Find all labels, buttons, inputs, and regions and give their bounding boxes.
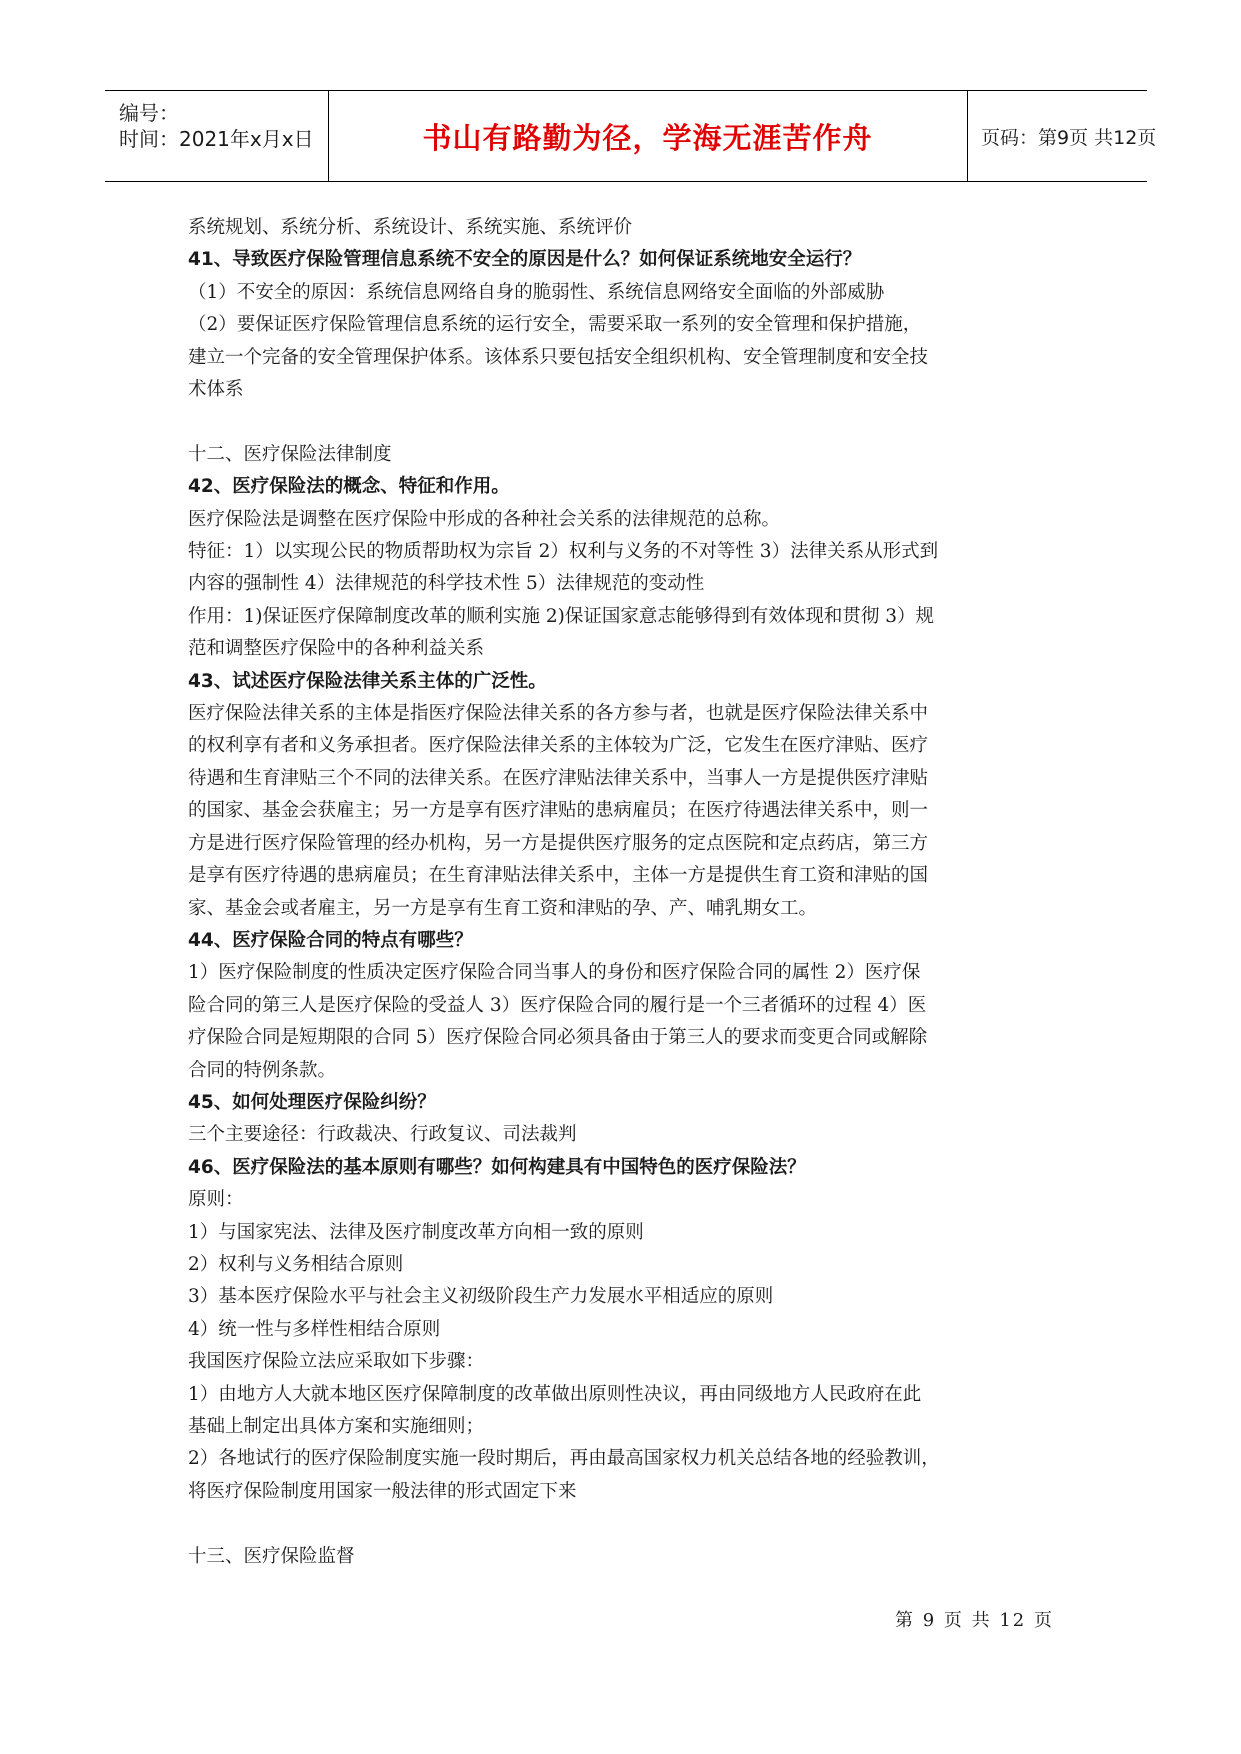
document-body xyxy=(188,212,1068,1573)
number-label: 编号： xyxy=(119,101,179,125)
paragraph-line: 范和调整医疗保险中的各种利益关系 xyxy=(188,638,485,660)
paragraph-line: 家、基金会或者雇主，另一方是享有生育工资和津贴的孕、产、哺乳期女工。 xyxy=(188,897,818,919)
paragraph-line: 1）由地方人大就本地区医疗保障制度的改革做出原则性决议，再由同级地方人民政府在此 xyxy=(188,1383,922,1405)
paragraph-line: 合同的特例条款。 xyxy=(188,1059,337,1081)
paragraph-line: 十二、医疗保险法律制度 xyxy=(188,443,392,465)
paragraph-line: 3）基本医疗保险水平与社会主义初级阶段生产力发展水平相适应的原则 xyxy=(188,1286,774,1308)
question-heading: 43、试述医疗保险法律关系主体的广泛性。 xyxy=(188,670,547,692)
paragraph-line: 的权利享有者和义务承担者。医疗保险法律关系的主体较为广泛，它发生在医疗津贴、医疗 xyxy=(188,735,929,757)
paragraph-line: 医疗保险法是调整在医疗保险中形成的各种社会关系的法律规范的总称。 xyxy=(188,508,781,530)
paragraph-line: 内容的强制性 4）法律规范的科学技术性 5）法律规范的变动性 xyxy=(188,573,705,595)
question-heading: 42、医疗保险法的概念、特征和作用。 xyxy=(188,476,510,498)
paragraph-line: 是享有医疗待遇的患病雇员；在生育津贴法律关系中，主体一方是提供生育工资和津贴的国 xyxy=(188,865,929,887)
page-footer: 第 9 页 共 12 页 xyxy=(895,1610,1054,1631)
paragraph-line: 系统规划、系统分析、系统设计、系统实施、系统评价 xyxy=(188,217,633,238)
paragraph-line: 待遇和生育津贴三个不同的法律关系。在医疗津贴法律关系中，当事人一方是提供医疗津贴 xyxy=(188,767,929,789)
paragraph-line: 2）各地试行的医疗保险制度实施一段时期后，再由最高国家权力机关总结各地的经验教训， xyxy=(188,1448,940,1470)
paragraph-line: 我国医疗保险立法应采取如下步骤： xyxy=(188,1351,485,1373)
paragraph-line: 特征：1）以实现公民的物质帮助权为宗旨 2）权利与义务的不对等性 3）法律关系从形式到 xyxy=(188,541,939,563)
blank-line xyxy=(188,1508,1068,1540)
paragraph-line: 疗保险合同是短期限的合同 5）医疗保险合同必须具备由于第三人的要求而变更合同或解除 xyxy=(188,1027,928,1049)
header-page-code: 页码：第9页 共12页 xyxy=(981,126,1157,149)
paragraph-line: 医疗保险法律关系的主体是指医疗保险法律关系的各方参与者，也就是医疗保险法律关系中 xyxy=(188,703,929,725)
question-heading: 46、医疗保险法的基本原则有哪些？如何构建具有中国特色的医疗保险法？ xyxy=(188,1156,806,1178)
paragraph-line: 三个主要途径：行政裁决、行政复议、司法裁判 xyxy=(188,1124,577,1146)
paragraph-line: （1）不安全的原因：系统信息网络自身的脆弱性、系统信息网络安全面临的外部威胁 xyxy=(188,281,885,303)
paragraph-line: 将医疗保险制度用国家一般法律的形式固定下来 xyxy=(188,1480,577,1502)
blank-line xyxy=(188,406,1068,438)
paragraph-line: 建立一个完备的安全管理保护体系。该体系只要包括安全组织机构、安全管理制度和安全技 xyxy=(188,346,929,368)
paragraph-line: 的国家、基金会获雇主；另一方是享有医疗津贴的患病雇员；在医疗待遇法律关系中，则一 xyxy=(188,800,929,822)
question-heading: 45、如何处理医疗保险纠纷？ xyxy=(188,1091,436,1113)
page-header xyxy=(105,90,1157,182)
paragraph-line: 1）与国家宪法、法律及医疗制度改革方向相一致的原则 xyxy=(188,1221,644,1243)
question-heading: 41、导致医疗保险管理信息系统不安全的原因是什么？如何保证系统地安全运行？ xyxy=(188,249,862,271)
question-heading: 44、医疗保险合同的特点有哪些？ xyxy=(188,929,473,951)
paragraph-line: 原则： xyxy=(188,1189,244,1211)
paragraph-line: 1）医疗保险制度的性质决定医疗保险合同当事人的身份和医疗保险合同的属性 2）医疗保 xyxy=(188,962,921,984)
paragraph-line: （2）要保证医疗保险管理信息系统的运行安全，需要采取一系列的安全管理和保护措施， xyxy=(188,314,922,336)
paragraph-line: 作用：1)保证医疗保障制度改革的顺利实施 2)保证国家意志能够得到有效体现和贯彻 3）规 xyxy=(188,605,935,627)
paragraph-line: 方是进行医疗保险管理的经办机构，另一方是提供医疗服务的定点医院和定点药店，第三方 xyxy=(188,832,929,854)
paragraph-line: 术体系 xyxy=(188,379,244,401)
time-label: 时间：2021年x月x日 xyxy=(119,127,314,151)
paragraph-line: 险合同的第三人是医疗保险的受益人 3）医疗保险合同的履行是一个三者循环的过程 4）医 xyxy=(188,994,927,1016)
paragraph-line: 4）统一性与多样性相结合原则 xyxy=(188,1318,441,1340)
paragraph-line: 基础上制定出具体方案和实施细则； xyxy=(188,1416,485,1438)
paragraph-line: 2）权利与义务相结合原则 xyxy=(188,1253,404,1275)
header-motto: 书山有路勤为径，学海无涯苦作舟 xyxy=(422,120,873,155)
paragraph-line: 十三、医疗保险监督 xyxy=(188,1545,355,1567)
